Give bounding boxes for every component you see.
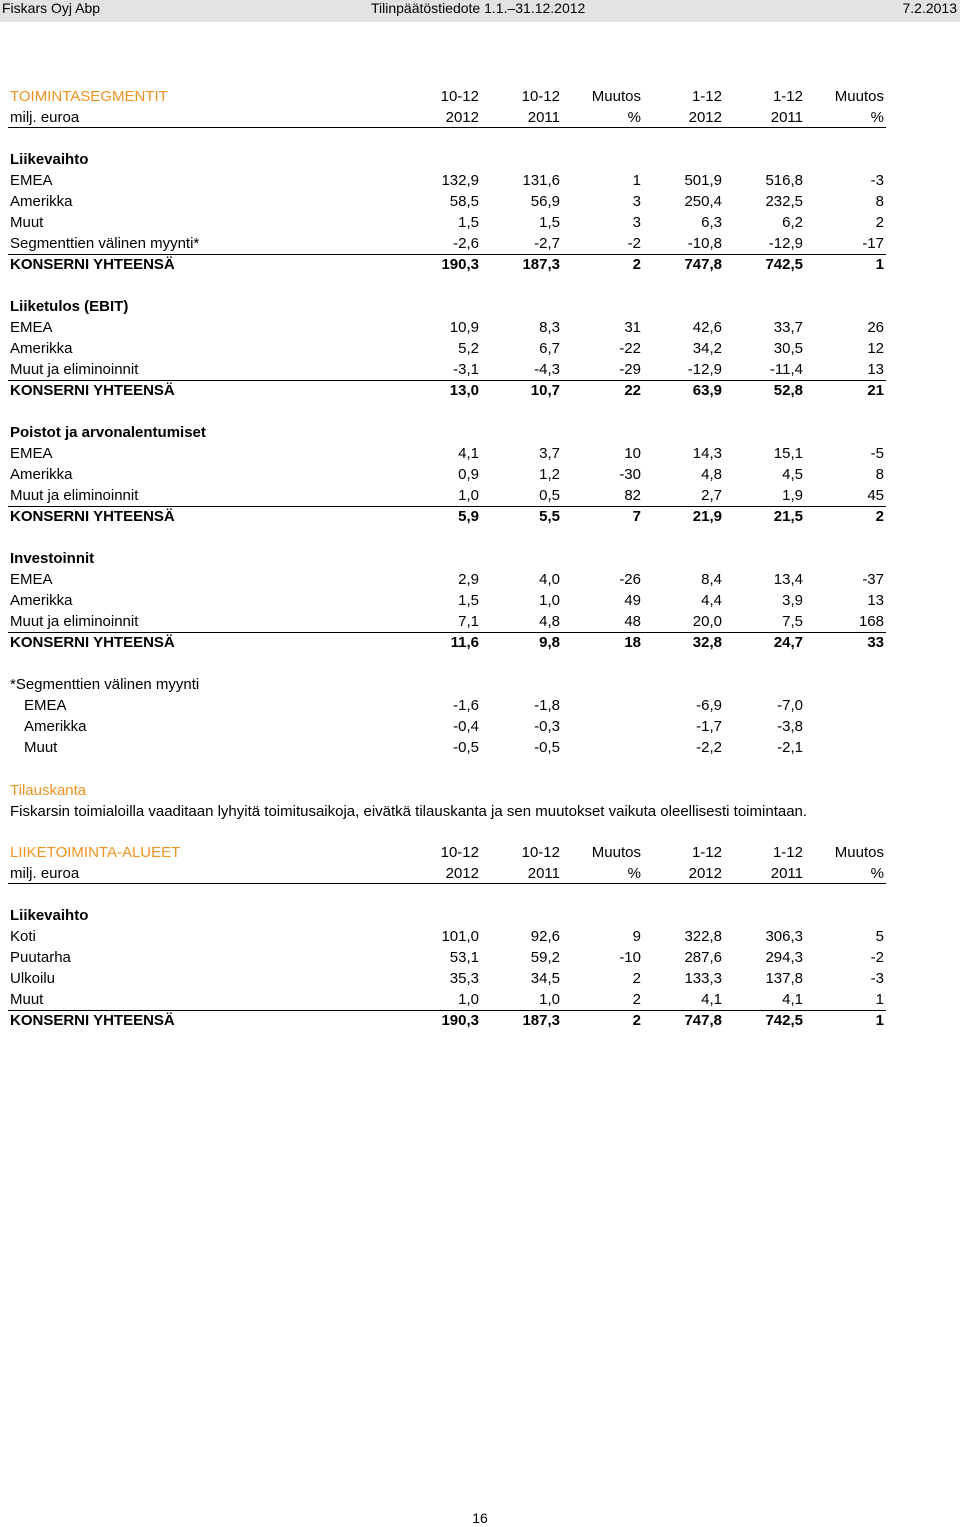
cell-value: 82 [624, 487, 641, 504]
total-label: KONSERNI YHTEENSÄ [10, 634, 175, 651]
cell-value: 2 [632, 1012, 641, 1029]
cell-value: 33 [867, 634, 884, 651]
cell-value: 187,3 [522, 256, 560, 273]
cell-value: 31 [624, 319, 641, 336]
row-label: EMEA [10, 319, 53, 336]
cell-value: 168 [858, 613, 884, 630]
row-label: EMEA [10, 445, 53, 462]
cell-value: -1,6 [453, 697, 479, 714]
cell-value: -10 [619, 949, 641, 966]
cell-value: 56,9 [530, 193, 560, 210]
table-row [0, 611, 960, 632]
table-row [0, 170, 960, 191]
cell-value: 4,1 [782, 991, 803, 1008]
cell-value: 1 [875, 1012, 884, 1029]
cell-value: 10,9 [449, 319, 479, 336]
unit-label: milj. euroa [10, 865, 80, 882]
row-label: Muut [24, 739, 58, 756]
cell-value: 24,7 [773, 634, 803, 651]
cell-value: -0,5 [453, 739, 479, 756]
cell-value: 10 [624, 445, 641, 462]
cell-value: 6,3 [701, 214, 722, 231]
cell-value: 132,9 [441, 172, 479, 189]
cell-value: 53,1 [449, 949, 479, 966]
cell-value: 3,7 [539, 445, 560, 462]
col-header: 2012 [688, 109, 722, 126]
row-label: Amerikka [24, 718, 87, 735]
cell-value: 250,4 [684, 193, 722, 210]
row-label: Muut ja eliminoinnit [10, 613, 139, 630]
cell-value: 1,5 [458, 592, 479, 609]
cell-value: -2,2 [696, 739, 722, 756]
cell-value: 48 [624, 613, 641, 630]
cell-value: 8 [875, 466, 884, 483]
table-row [0, 968, 960, 989]
cell-value: 322,8 [684, 928, 722, 945]
cell-value: 18 [624, 634, 641, 651]
cell-value: -2,7 [534, 235, 560, 252]
cell-value: 1,0 [539, 592, 560, 609]
cell-value: 33,7 [773, 319, 803, 336]
cell-value: -12,9 [768, 235, 803, 252]
cell-value: 3,9 [782, 592, 803, 609]
cell-value: 26 [867, 319, 884, 336]
section-heading [0, 422, 960, 443]
total-row [0, 1010, 960, 1031]
cell-value: 49 [624, 592, 641, 609]
cell-value: 14,3 [692, 445, 722, 462]
cell-value: 1 [875, 256, 884, 273]
section-heading-label: Liikevaihto [10, 151, 89, 168]
cell-value: 131,6 [522, 172, 560, 189]
cell-value: 133,3 [684, 970, 722, 987]
orderbook-title: Tilauskanta [10, 782, 87, 799]
cell-value: 1,5 [539, 214, 560, 231]
cell-value: 52,8 [773, 382, 803, 399]
cell-value: -3 [870, 970, 884, 987]
row-label: EMEA [10, 172, 53, 189]
total-label: KONSERNI YHTEENSÄ [10, 256, 175, 273]
cell-value: 15,1 [773, 445, 803, 462]
cell-value: 13 [867, 361, 884, 378]
cell-value: -22 [619, 340, 641, 357]
col-header: 10-12 [521, 844, 560, 861]
cell-value: -17 [862, 235, 884, 252]
cell-value: 22 [624, 382, 641, 399]
business-areas-header-row-1 [0, 842, 960, 863]
cell-value: 4,1 [701, 991, 722, 1008]
cell-value: 2,7 [701, 487, 722, 504]
cell-value: 1 [632, 172, 641, 189]
table-row [0, 926, 960, 947]
total-row [0, 254, 960, 275]
cell-value: 1,9 [782, 487, 803, 504]
cell-value: 58,5 [449, 193, 479, 210]
row-label: Puutarha [10, 949, 71, 966]
row-label: Amerikka [10, 340, 73, 357]
company-name: Fiskars Oyj Abp [2, 0, 101, 16]
total-row [0, 380, 960, 401]
business-areas-title: LIIKETOIMINTA-ALUEET [10, 844, 181, 861]
cell-value: -2 [870, 949, 884, 966]
row-label: Amerikka [10, 592, 73, 609]
table-row [0, 338, 960, 359]
footnote-row [0, 737, 960, 758]
total-label: KONSERNI YHTEENSÄ [10, 508, 175, 525]
cell-value: 5,9 [458, 508, 479, 525]
cell-value: 232,5 [765, 193, 803, 210]
cell-value: -0,4 [453, 718, 479, 735]
report-title: Tilinpäätöstiedote 1.1.–31.12.2012 [371, 0, 586, 16]
cell-value: -26 [619, 571, 641, 588]
col-header: 2012 [688, 865, 722, 882]
cell-value: 4,5 [782, 466, 803, 483]
col-header: 1-12 [691, 844, 722, 861]
section-heading [0, 296, 960, 317]
table-row [0, 485, 960, 506]
cell-value: 1,0 [458, 487, 479, 504]
cell-value: 742,5 [765, 1012, 803, 1029]
segments-header-row-1 [0, 86, 960, 107]
cell-value: 0,5 [539, 487, 560, 504]
col-header: 1-12 [772, 844, 803, 861]
cell-value: -1,8 [534, 697, 560, 714]
cell-value: 294,3 [765, 949, 803, 966]
row-label: Amerikka [10, 466, 73, 483]
section-heading [0, 905, 960, 926]
cell-value: 501,9 [684, 172, 722, 189]
row-label: Muut ja eliminoinnit [10, 361, 139, 378]
cell-value: 190,3 [441, 256, 479, 273]
cell-value: 4,4 [701, 592, 722, 609]
table-row [0, 947, 960, 968]
cell-value: 9,8 [539, 634, 560, 651]
section-heading-label: Liikevaihto [10, 907, 89, 924]
cell-value: 1,0 [539, 991, 560, 1008]
cell-value: 32,8 [692, 634, 722, 651]
segments-title: TOIMINTASEGMENTIT [10, 88, 168, 105]
footnote-heading [0, 674, 960, 695]
cell-value: 2 [632, 991, 641, 1008]
section-heading [0, 149, 960, 170]
cell-value: -3 [870, 172, 884, 189]
cell-value: 101,0 [441, 928, 479, 945]
footnote-heading-label: *Segmenttien välinen myynti [10, 676, 200, 693]
cell-value: 10,7 [530, 382, 560, 399]
col-header: % [627, 865, 641, 882]
cell-value: -0,5 [534, 739, 560, 756]
row-label: Muut ja eliminoinnit [10, 487, 139, 504]
cell-value: 2 [875, 508, 884, 525]
cell-value: 63,9 [692, 382, 722, 399]
cell-value: 742,5 [765, 256, 803, 273]
cell-value: 13,0 [449, 382, 479, 399]
row-label: Koti [10, 928, 36, 945]
cell-value: 4,8 [539, 613, 560, 630]
col-header: 2012 [445, 865, 479, 882]
col-header: Muutos [591, 88, 641, 105]
cell-value: 11,6 [450, 634, 479, 651]
table-row [0, 443, 960, 464]
col-header: % [627, 109, 641, 126]
cell-value: -2,6 [453, 235, 479, 252]
total-row [0, 506, 960, 527]
cell-value: 92,6 [530, 928, 560, 945]
col-header: 2012 [445, 109, 479, 126]
cell-value: 6,2 [782, 214, 803, 231]
row-label: Muut [10, 214, 44, 231]
total-row [0, 632, 960, 653]
cell-value: 21 [867, 382, 884, 399]
table-row [0, 317, 960, 338]
cell-value: 8 [875, 193, 884, 210]
row-label: EMEA [24, 697, 67, 714]
footnote-row [0, 695, 960, 716]
cell-value: 287,6 [684, 949, 722, 966]
footnote-row [0, 716, 960, 737]
section-heading-label: Liiketulos (EBIT) [10, 298, 129, 315]
col-header: 2011 [770, 865, 803, 882]
cell-value: 137,8 [765, 970, 803, 987]
cell-value: 21,5 [773, 508, 803, 525]
cell-value: 7 [632, 508, 641, 525]
cell-value: -3,8 [777, 718, 803, 735]
table-row [0, 359, 960, 380]
cell-value: -30 [619, 466, 641, 483]
table-row [0, 464, 960, 485]
cell-value: -10,8 [687, 235, 722, 252]
segments-header-row-2 [0, 107, 960, 128]
row-label: Segmenttien välinen myynti* [10, 235, 200, 252]
cell-value: -11,4 [769, 361, 803, 378]
cell-value: 747,8 [684, 1012, 722, 1029]
col-header: % [870, 865, 884, 882]
cell-value: 747,8 [684, 256, 722, 273]
total-label: KONSERNI YHTEENSÄ [10, 1012, 175, 1029]
table-row [0, 569, 960, 590]
table-row [0, 212, 960, 233]
cell-value: 0,9 [458, 466, 479, 483]
cell-value: 20,0 [692, 613, 722, 630]
section-heading-label: Investoinnit [10, 550, 95, 567]
col-header: Muutos [834, 844, 884, 861]
cell-value: 306,3 [765, 928, 803, 945]
cell-value: -29 [619, 361, 641, 378]
col-header: % [870, 109, 884, 126]
col-header: 1-12 [691, 88, 722, 105]
cell-value: 3 [632, 193, 641, 210]
cell-value: 42,6 [692, 319, 722, 336]
cell-value: 1,2 [539, 466, 560, 483]
col-header: 2011 [527, 109, 560, 126]
cell-value: 45 [867, 487, 884, 504]
cell-value: 4,0 [539, 571, 560, 588]
report-date: 7.2.2013 [902, 0, 957, 16]
cell-value: 7,5 [782, 613, 803, 630]
col-header: 10-12 [440, 844, 479, 861]
cell-value: -0,3 [534, 718, 560, 735]
unit-label: milj. euroa [10, 109, 80, 126]
cell-value: -12,9 [687, 361, 722, 378]
cell-value: 5,5 [539, 508, 560, 525]
cell-value: 1 [875, 991, 884, 1008]
cell-value: -3,1 [453, 361, 479, 378]
cell-value: 190,3 [441, 1012, 479, 1029]
page-number: 16 [472, 1510, 488, 1526]
cell-value: -6,9 [696, 697, 722, 714]
cell-value: 59,2 [530, 949, 560, 966]
total-label: KONSERNI YHTEENSÄ [10, 382, 175, 399]
section-heading-label: Poistot ja arvonalentumiset [10, 424, 206, 441]
cell-value: 34,2 [692, 340, 722, 357]
table-row [0, 233, 960, 254]
col-header: 2011 [527, 865, 560, 882]
row-label: Ulkoilu [10, 970, 56, 987]
cell-value: -4,3 [534, 361, 560, 378]
business-areas-header-row-2 [0, 863, 960, 884]
col-header: 10-12 [521, 88, 560, 105]
cell-value: 9 [632, 928, 641, 945]
row-label: Muut [10, 991, 44, 1008]
col-header: Muutos [591, 844, 641, 861]
cell-value: 2 [632, 256, 641, 273]
cell-value: 21,9 [692, 508, 722, 525]
cell-value: -7,0 [777, 697, 803, 714]
cell-value: 2 [632, 970, 641, 987]
cell-value: 5,2 [458, 340, 479, 357]
row-label: EMEA [10, 571, 53, 588]
cell-value: -2 [627, 235, 641, 252]
cell-value: 12 [867, 340, 884, 357]
cell-value: 3 [632, 214, 641, 231]
cell-value: 5 [875, 928, 884, 945]
cell-value: 8,4 [701, 571, 722, 588]
cell-value: -2,1 [777, 739, 803, 756]
table-row [0, 191, 960, 212]
table-row [0, 590, 960, 611]
cell-value: 34,5 [530, 970, 560, 987]
cell-value: 13 [867, 592, 884, 609]
col-header: 1-12 [772, 88, 803, 105]
col-header: 2011 [770, 109, 803, 126]
col-header: 10-12 [440, 88, 479, 105]
col-header: Muutos [834, 88, 884, 105]
cell-value: 1,5 [458, 214, 479, 231]
cell-value: 187,3 [522, 1012, 560, 1029]
cell-value: -5 [870, 445, 884, 462]
cell-value: 4,8 [701, 466, 722, 483]
cell-value: 35,3 [449, 970, 479, 987]
page-header [0, 0, 960, 22]
cell-value: 13,4 [773, 571, 803, 588]
cell-value: 8,3 [539, 319, 560, 336]
cell-value: 1,0 [458, 991, 479, 1008]
cell-value: -37 [862, 571, 884, 588]
cell-value: 516,8 [765, 172, 803, 189]
row-label: Amerikka [10, 193, 73, 210]
cell-value: -1,7 [696, 718, 722, 735]
cell-value: 7,1 [458, 613, 479, 630]
section-heading [0, 548, 960, 569]
cell-value: 6,7 [539, 340, 560, 357]
cell-value: 2 [875, 214, 884, 231]
cell-value: 30,5 [773, 340, 803, 357]
table-row [0, 989, 960, 1010]
cell-value: 4,1 [458, 445, 479, 462]
cell-value: 2,9 [458, 571, 479, 588]
orderbook-text: Fiskarsin toimialoilla vaaditaan lyhyitä toimitusaikoja, eivätkä tilauskanta ja sen muutokset vaikuta oleellisesti toimintaan. [10, 803, 808, 820]
